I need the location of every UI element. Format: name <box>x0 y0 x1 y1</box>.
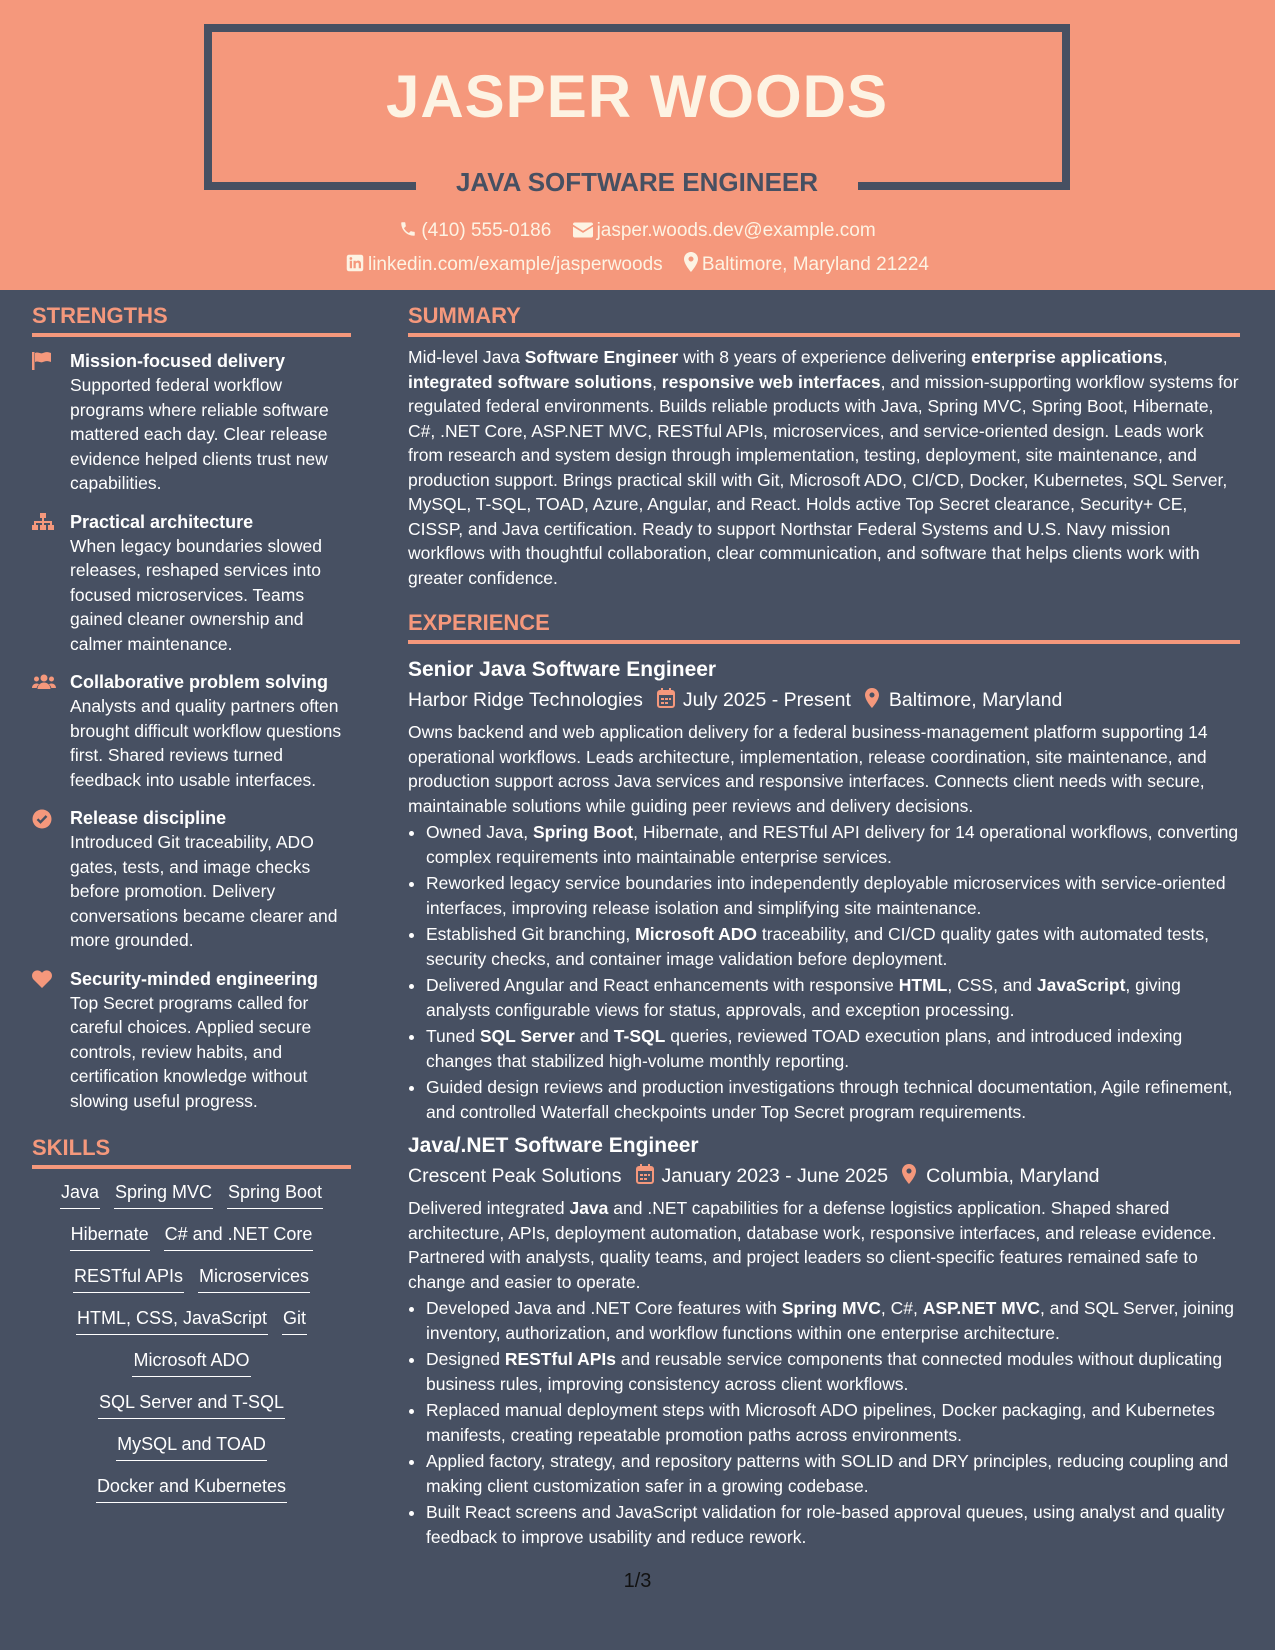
skill-tag: Git <box>282 1307 307 1335</box>
strength-title: Mission-focused delivery <box>70 351 286 371</box>
bullet-item: • Guided design reviews and production investigations through technical documentation, Agile refinement, and controlled Waterfall checkpoints under Top Secret program requirements. <box>426 1075 1240 1124</box>
header-frame-edge <box>858 182 1070 190</box>
strength-title: Practical architecture <box>70 511 254 532</box>
check-circle-icon <box>32 809 52 829</box>
bullet-item: • Established Git branching, Microsoft ADO traceability, and CI/CD quality gates with automated tests, security checks, and container image validation before deployment. <box>426 922 1240 971</box>
bold-keyword: Spring MVC <box>781 1298 881 1318</box>
contact-row-2 <box>0 252 1275 276</box>
experience-list <box>408 656 1240 1549</box>
map-pin-icon <box>902 1164 916 1184</box>
bullet-item: • Developed Java and .NET Core features with Spring MVC, C#, ASP.NET MVC, and SQL Server, joining inventory, authorization, and workflow functions within one enterprise architecture. <box>426 1296 1240 1345</box>
bold-keyword: SQL Server <box>479 1026 575 1046</box>
job-dates: July 2025 - Present <box>682 689 851 711</box>
bold-keyword: RESTful APIs <box>504 1349 616 1369</box>
bullet-item: • Tuned SQL Server and T-SQL queries, reviewed TOAD execution plans, and introduced indexing changes that stabilized high-volume monthly reporting. <box>426 1024 1240 1073</box>
skill-tag: SQL Server and T-SQL <box>98 1391 285 1419</box>
users-icon <box>32 673 56 691</box>
strength-text: When legacy boundaries slowed releases, reshaped services into focused microservices. Teams gained cleaner ownership and calmer maintenance. <box>70 535 322 654</box>
skill-tag: Microsoft ADO <box>132 1349 250 1377</box>
strengths-heading: STRENGTHS <box>32 303 351 337</box>
job-title: Java/.NET Software Engineer <box>408 1134 699 1157</box>
bold-keyword: responsive web interfaces <box>661 371 881 392</box>
strength-title: Collaborative problem solving <box>70 672 329 692</box>
calendar-icon <box>657 688 675 708</box>
linkedin-contact[interactable] <box>346 254 668 275</box>
job-description: Owns backend and web application delivery for a federal business-management platform supporting 14 operational workflows. Leads architecture, implementation, release coordination, site maintenance, and production support across Java services and responsive interfaces. Connects client needs with secure, maintainable solutions while guiding peer reviews and delivery decisions. <box>408 722 1208 816</box>
phone-icon <box>399 220 417 238</box>
phone-text: (410) 555-0186 <box>421 220 552 241</box>
skill-row <box>32 1349 351 1377</box>
header-banner <box>0 0 1275 290</box>
bullet-item: • Replaced manual deployment steps with Microsoft ADO pipelines, Docker packaging, and Kubernetes manifests, creating repeatable promotion paths across environments. <box>426 1398 1240 1447</box>
left-column <box>32 303 351 1517</box>
strength-title: Release discipline <box>70 808 227 828</box>
linkedin-icon <box>346 254 364 272</box>
bold-keyword: ASP.NET MVC <box>922 1298 1041 1318</box>
envelope-icon <box>573 222 593 238</box>
bullet-item: • Owned Java, Spring Boot, Hibernate, and RESTful API delivery for 14 operational workflows, converting complex requirements into maintainable enterprise services. <box>426 820 1240 869</box>
job-description: Delivered integrated Java and .NET capabilities for a defense logistics application. Shaped shared architecture, APIs, deployment automation, database work, responsive interfaces, and release evidence. Partnered with analysts, quality teams, and project leaders so client-specific features remained safe to change and easier to operate. <box>408 1198 1217 1292</box>
skill-tag: C# and .NET Core <box>164 1223 314 1251</box>
location-text: Baltimore, Maryland 21224 <box>701 254 929 275</box>
location-contact <box>684 254 929 275</box>
skill-tag: Hibernate <box>70 1223 150 1251</box>
email-contact[interactable] <box>573 220 876 241</box>
job-dates: January 2023 - June 2025 <box>661 1165 889 1187</box>
flag-icon <box>32 352 52 370</box>
job-location: Baltimore, Maryland <box>888 689 1063 711</box>
job-meta <box>408 1160 1240 1192</box>
skill-row <box>32 1391 351 1419</box>
bullet-item: • Built React screens and JavaScript validation for role-based approval queues, using analyst and quality feedback to improve usability and reduce rework. <box>426 1500 1240 1549</box>
job-entry <box>408 1132 1240 1549</box>
candidate-name: JASPER WOODS <box>385 63 889 130</box>
skill-tag: Java <box>60 1181 100 1209</box>
strength-title: Security-minded engineering <box>70 968 319 989</box>
strength-item <box>32 670 351 792</box>
bold-keyword: Software Engineer <box>524 347 679 367</box>
right-column <box>408 303 1240 1551</box>
bold-keyword: integrated software solutions <box>408 371 653 392</box>
linkedin-text: linkedin.com/example/jasperwoods <box>367 254 663 275</box>
bullet-item: • Applied factory, strategy, and repository patterns with SOLID and DRY principles, reducing coupling and making client customization safer in a growing codebase. <box>426 1449 1240 1498</box>
skills-list <box>32 1181 351 1503</box>
skill-tag: Docker and Kubernetes <box>96 1475 287 1503</box>
bold-keyword: JavaScript <box>1036 975 1126 995</box>
job-meta <box>408 684 1240 716</box>
summary-heading: SUMMARY <box>408 303 1240 337</box>
job-bullets <box>408 1296 1240 1549</box>
job-company: Crescent Peak Solutions <box>408 1165 622 1187</box>
strength-text: Top Secret programs called for careful choices. Applied secure controls, review habits, and certification knowledge without slowing useful progress. <box>70 992 312 1111</box>
strength-item <box>32 967 351 1114</box>
skill-tag: HTML, CSS, JavaScript <box>76 1307 268 1335</box>
bold-keyword: Microsoft ADO <box>635 924 758 944</box>
calendar-icon <box>636 1164 654 1184</box>
bullet-item: • Designed RESTful APIs and reusable service components that connected modules without duplicating business rules, improving consistency across client workflows. <box>426 1347 1240 1396</box>
strength-text: Supported federal workflow programs where reliable software mattered each day. Clear release evidence helped clients trust new capabilities. <box>70 375 329 493</box>
job-bullets <box>408 820 1240 1124</box>
bold-keyword: enterprise applications <box>971 347 1163 367</box>
experience-heading: EXPERIENCE <box>408 610 1240 644</box>
skill-row <box>32 1181 351 1209</box>
job-company: Harbor Ridge Technologies <box>408 689 643 711</box>
skill-row <box>32 1223 351 1251</box>
skills-heading: SKILLS <box>32 1135 351 1169</box>
skill-tag: MySQL and TOAD <box>116 1433 267 1461</box>
phone-contact[interactable] <box>399 220 556 241</box>
candidate-title: JAVA SOFTWARE ENGINEER <box>455 167 819 197</box>
skill-tag: RESTful APIs <box>73 1265 184 1293</box>
summary-text: Mid-level Java Software Engineer with 8 years of experience delivering enterprise applications, integrated software solutions, responsive web interfaces, and mission-supporting workflow systems for regulated federal environments. Builds reliable products with Java, Spring MVC, Spring Boot, Hibernate, C#, .NET Core, ASP.NET MVC, RESTful APIs, microservices, and service-oriented design. Leads work from research and system design through implementation, testing, deployment, site maintenance, and production support. Brings practical skill with Git, Microsoft ADO, CI/CD, Docker, Kubernetes, SQL Server, MySQL, T-SQL, TOAD, Azure, Angular, and React. Holds active Top Secret clearance, Security+ CE, CISSP, and Java certification. Ready to support Northstar Federal Systems and U.S. Navy mission workflows with thoughtful collaboration, clear communication, and software that helps clients work with greater confidence. <box>408 347 1239 588</box>
strength-text: Introduced Git traceability, ADO gates, tests, and image checks before promotion. Delivery conversations became clearer and more grounded. <box>70 832 338 950</box>
skill-row <box>32 1475 351 1503</box>
heart-icon <box>32 970 52 988</box>
skill-tag: Spring MVC <box>114 1181 213 1209</box>
bold-keyword: T-SQL <box>613 1026 666 1046</box>
bold-keyword: Spring Boot <box>533 822 634 842</box>
bold-keyword: Java <box>569 1198 609 1218</box>
bullet-item: • Reworked legacy service boundaries into independently deployable microservices with service-oriented interfaces, improving release isolation and simplifying site maintenance. <box>426 871 1240 920</box>
bold-keyword: HTML <box>898 975 948 995</box>
skill-tag: Spring Boot <box>227 1181 323 1209</box>
sitemap-icon <box>32 513 54 531</box>
strength-item <box>32 349 351 496</box>
skill-row <box>32 1307 351 1335</box>
skill-tag: Microservices <box>198 1265 310 1293</box>
strength-text: Analysts and quality partners often brought difficult workflow questions first. Shared reviews turned feedback into usable interfaces. <box>70 696 342 790</box>
skill-row <box>32 1265 351 1293</box>
strength-item <box>32 806 351 953</box>
header-frame-edge <box>204 182 416 190</box>
email-text: jasper.woods.dev@example.com <box>596 220 876 241</box>
job-entry <box>408 656 1240 1124</box>
map-pin-icon <box>684 252 698 272</box>
strength-item <box>32 510 351 657</box>
job-location: Columbia, Maryland <box>926 1165 1100 1187</box>
map-pin-icon <box>865 688 879 708</box>
contact-row-1 <box>0 220 1275 242</box>
skill-row <box>32 1433 351 1461</box>
job-title: Senior Java Software Engineer <box>408 658 717 681</box>
bullet-item: • Delivered Angular and React enhancements with responsive HTML, CSS, and JavaScript, giving analysts configurable views for status, approvals, and exception processing. <box>426 973 1240 1022</box>
page-number: 1/3 <box>623 1570 652 1592</box>
